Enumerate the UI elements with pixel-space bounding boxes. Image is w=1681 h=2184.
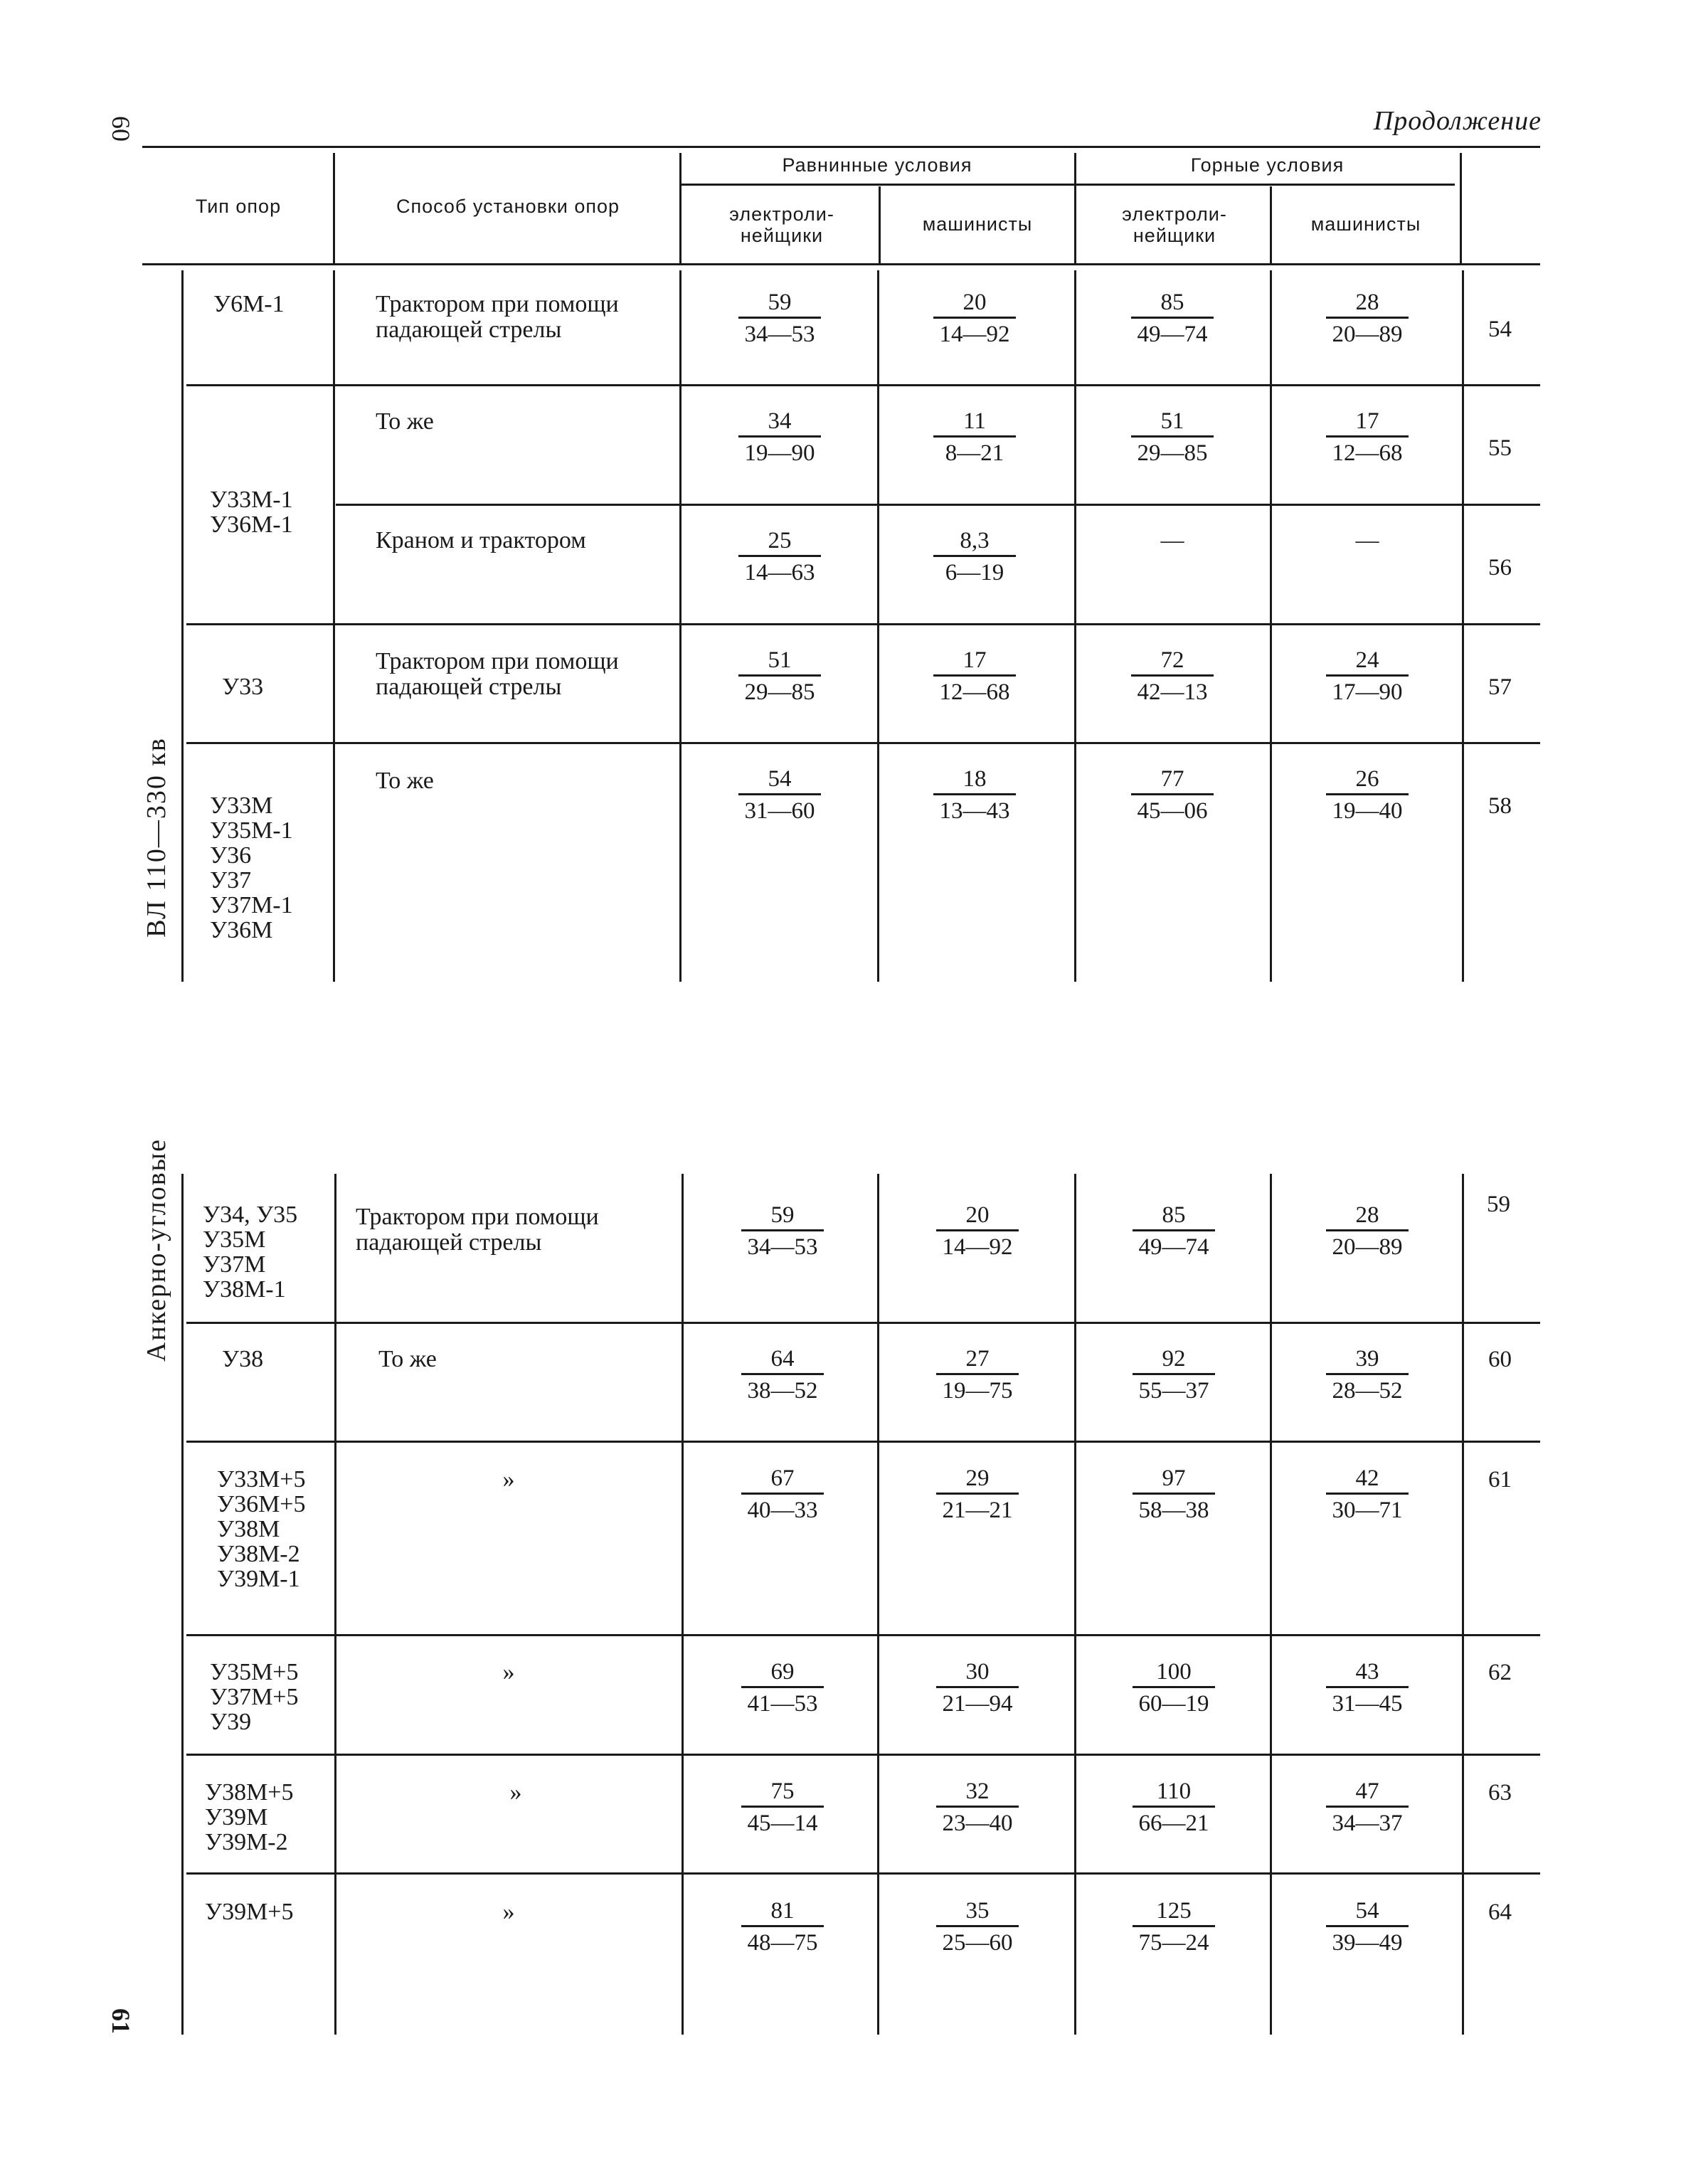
mountain-machinists-value: — <box>1355 528 1379 553</box>
support-type: У38 <box>222 1346 264 1372</box>
mountain-machinists-value: $\frac{47}{34—37}$ <box>1317 1777 1417 1838</box>
group-label-anchor: Анкерно-угловые <box>142 1138 171 1362</box>
header-plain-machinists: машинисты <box>922 213 1033 235</box>
support-type: У33М+5 У36М+5 У38М У38М-2 У39М-1 <box>217 1466 306 1592</box>
plain-electricians-value: $\frac{81}{48—75}$ <box>733 1897 832 1957</box>
row-number: 64 <box>1488 1899 1512 1925</box>
plain-machinists-value: $\frac{8,3}{6—19}$ <box>925 526 1024 587</box>
plain-electricians-value: $\frac{34}{19—90}$ <box>730 407 829 467</box>
mountain-electricians-value: $\frac{77}{45—06}$ <box>1123 765 1222 825</box>
support-type: У38М+5 У39М У39М-2 <box>205 1779 294 1855</box>
plain-machinists-value: $\frac{27}{19—75}$ <box>928 1345 1027 1405</box>
header-method: Способ установки опор <box>396 196 620 217</box>
plain-electricians-value: $\frac{69}{41—53}$ <box>733 1658 832 1718</box>
row-number: 58 <box>1488 793 1512 819</box>
plain-electricians-value: $\frac{59}{34—53}$ <box>733 1201 832 1261</box>
support-type: У39М+5 <box>205 1899 294 1925</box>
row-number: 60 <box>1488 1347 1512 1372</box>
mountain-machinists-value: $\frac{43}{31—45}$ <box>1317 1658 1417 1718</box>
plain-machinists-value: $\frac{32}{23—40}$ <box>928 1777 1027 1838</box>
row-number: 56 <box>1488 555 1512 581</box>
plain-electricians-value: $\frac{64}{38—52}$ <box>733 1345 832 1405</box>
row-number: 59 <box>1487 1192 1510 1217</box>
page-number-bottom: 61 <box>107 2008 135 2034</box>
header-mountain-electricians: электроли-нейщики <box>1122 203 1227 246</box>
row-number: 55 <box>1488 435 1512 461</box>
mountain-electricians-value: $\frac{51}{29—85}$ <box>1123 407 1222 467</box>
plain-machinists-value: $\frac{20}{14—92}$ <box>928 1201 1027 1261</box>
page-number-top: 60 <box>107 116 135 142</box>
install-method: » <box>502 1466 515 1493</box>
mountain-electricians-value: — <box>1160 528 1184 553</box>
plain-electricians-value: $\frac{67}{40—33}$ <box>733 1464 832 1525</box>
row-number: 61 <box>1488 1467 1512 1493</box>
mountain-machinists-value: $\frac{28}{20—89}$ <box>1317 1201 1417 1261</box>
plain-machinists-value: $\frac{30}{21—94}$ <box>928 1658 1027 1718</box>
header-mountain-machinists: машинисты <box>1310 213 1421 235</box>
mountain-machinists-value: $\frac{24}{17—90}$ <box>1317 646 1417 706</box>
install-method: То же <box>378 1346 437 1372</box>
mountain-electricians-value: $\frac{100}{60—19}$ <box>1124 1658 1224 1718</box>
plain-machinists-value: $\frac{18}{13—43}$ <box>925 765 1024 825</box>
row-number: 54 <box>1488 317 1512 342</box>
install-method: » <box>502 1899 515 1925</box>
plain-electricians-value: $\frac{75}{45—14}$ <box>733 1777 832 1838</box>
plain-machinists-value: $\frac{17}{12—68}$ <box>925 646 1024 706</box>
mountain-machinists-value: $\frac{42}{30—71}$ <box>1317 1464 1417 1525</box>
mountain-electricians-value: $\frac{72}{42—13}$ <box>1123 646 1222 706</box>
mountain-electricians-value: $\frac{110}{66—21}$ <box>1124 1777 1224 1838</box>
install-method: » <box>509 1779 522 1806</box>
support-type: У34, У35 У35М У37М У38М-1 <box>203 1202 298 1303</box>
install-method: Трактором при помощи падающей стрелы <box>376 291 619 343</box>
mountain-machinists-value: $\frac{26}{19—40}$ <box>1317 765 1417 825</box>
mountain-electricians-value: $\frac{85}{49—74}$ <box>1123 288 1222 349</box>
install-method: Трактором при помощи падающей стрелы <box>376 648 619 700</box>
continuation-label: Продолжение <box>1373 106 1542 136</box>
support-type: У6М-1 <box>213 291 285 317</box>
plain-machinists-value: $\frac{29}{21—21}$ <box>928 1464 1027 1525</box>
mountain-machinists-value: $\frac{17}{12—68}$ <box>1317 407 1417 467</box>
plain-machinists-value: $\frac{20}{14—92}$ <box>925 288 1024 349</box>
plain-electricians-value: $\frac{25}{14—63}$ <box>730 526 829 587</box>
header-plain: Равнинные условия <box>782 154 972 176</box>
plain-electricians-value: $\frac{59}{34—53}$ <box>730 288 829 349</box>
plain-machinists-value: $\frac{11}{8—21}$ <box>925 407 1024 467</box>
install-method: » <box>502 1659 515 1685</box>
install-method: То же <box>376 408 434 435</box>
plain-machinists-value: $\frac{35}{25—60}$ <box>928 1897 1027 1957</box>
mountain-electricians-value: $\frac{97}{58—38}$ <box>1124 1464 1224 1525</box>
plain-electricians-value: $\frac{54}{31—60}$ <box>730 765 829 825</box>
mountain-machinists-value: $\frac{39}{28—52}$ <box>1317 1345 1417 1405</box>
install-method: Трактором при помощи падающей стрелы <box>356 1204 599 1256</box>
support-type: У35М+5 У37М+5 У39 <box>210 1659 299 1735</box>
plain-electricians-value: $\frac{51}{29—85}$ <box>730 646 829 706</box>
group-label-vl: ВЛ 110—330 кв <box>142 737 171 938</box>
row-number: 62 <box>1488 1660 1512 1685</box>
support-type: У33 <box>222 674 264 700</box>
install-method: То же <box>376 768 434 794</box>
mountain-machinists-value: $\frac{54}{39—49}$ <box>1317 1897 1417 1957</box>
row-number: 57 <box>1488 674 1512 700</box>
mountain-electricians-value: $\frac{92}{55—37}$ <box>1124 1345 1224 1405</box>
mountain-electricians-value: $\frac{125}{75—24}$ <box>1124 1897 1224 1957</box>
install-method: Краном и трактором <box>376 527 586 553</box>
mountain-machinists-value: $\frac{28}{20—89}$ <box>1317 288 1417 349</box>
support-type: У33М У35М-1 У36 У37 У37М-1 У36М <box>210 793 293 943</box>
row-number: 63 <box>1488 1780 1512 1806</box>
header-type: Тип опор <box>195 196 282 217</box>
mountain-electricians-value: $\frac{85}{49—74}$ <box>1124 1201 1224 1261</box>
header-mountain: Горные условия <box>1190 154 1345 176</box>
header-plain-electricians: электроли-нейщики <box>729 203 834 246</box>
support-type: У33М-1 У36М-1 <box>210 487 293 538</box>
